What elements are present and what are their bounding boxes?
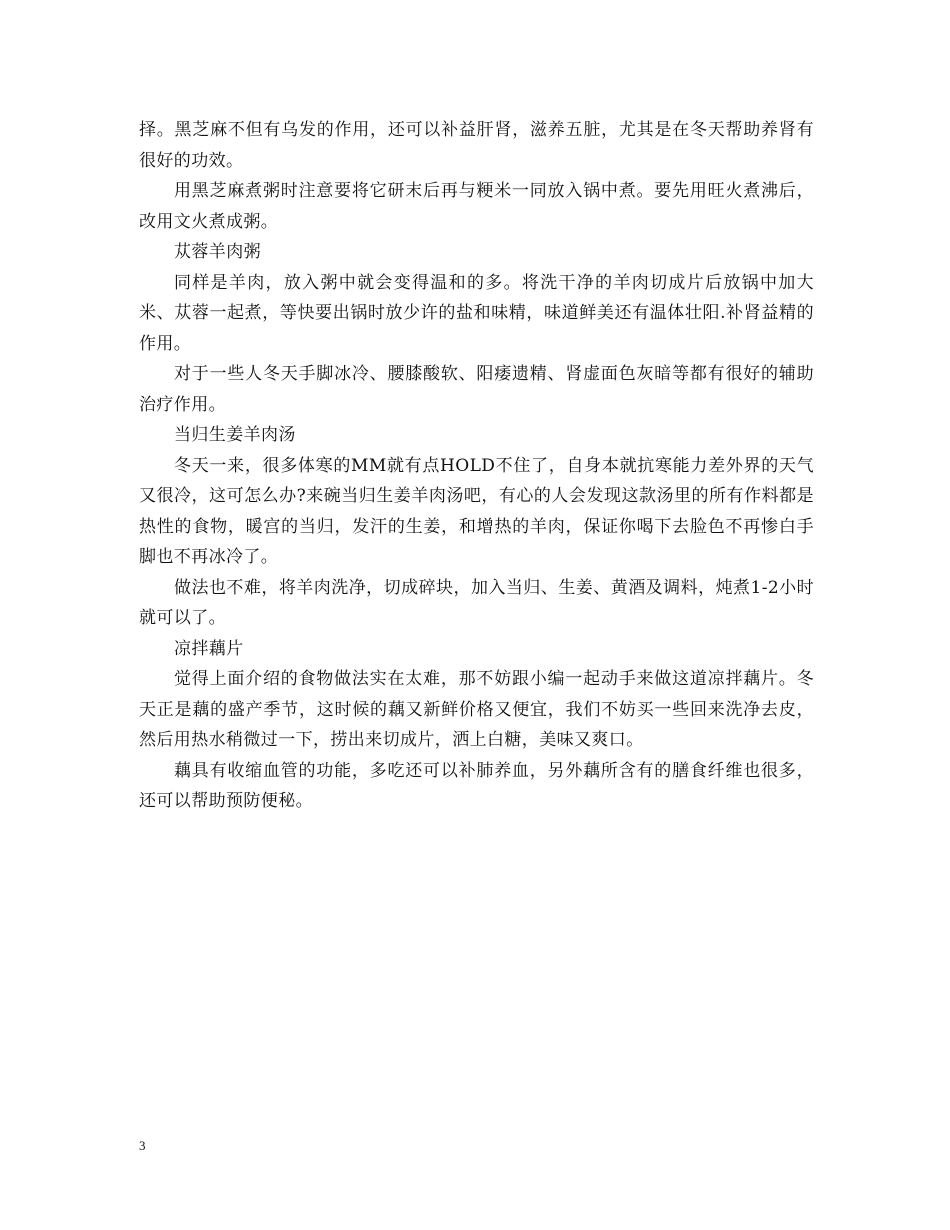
- paragraph-continuation: 择。黑芝麻不但有乌发的作用，还可以补益肝肾，滋养五脏，尤其是在冬天帮助养肾有很好的功效。: [139, 120, 814, 171]
- page-number: 3: [139, 1138, 146, 1153]
- paragraph-mutton-soup-intro: 冬天一来，很多体寒的MM就有点HOLD不住了，自身本就抗寒能力差外界的天气又很冷，这可怎么办?来碗当归生姜羊肉汤吧，有心的人会发现这款汤里的所有作料都是热性的食物，暖宫的当归，发汗的生姜，和增热的羊肉，保证你喝下去脸色不再惨白手脚也不再冰冷了。: [139, 455, 814, 567]
- paragraph-cistanche-porridge-recipe: 同样是羊肉，放入粥中就会变得温和的多。将洗干净的羊肉切成片后放锅中加大米、苁蓉一起煮，等快要出锅时放少许的盐和味精，味道鲜美还有温体壮阳.补肾益精的作用。: [139, 272, 814, 354]
- paragraph-lotus-root-recipe: 觉得上面介绍的食物做法实在太难，那不妨跟小编一起动手来做这道凉拌藕片。冬天正是藕的盛产季节，这时候的藕又新鲜价格又便宜，我们不妨买一些回来洗净去皮，然后用热水稍微过一下，捞出来切成片，洒上白糖，美味又爽口。: [139, 669, 814, 750]
- paragraph-mutton-soup-method: 做法也不难，将羊肉洗净，切成碎块，加入当归、生姜、黄酒及调料，炖煮1-2小时就可以了。: [139, 577, 814, 628]
- paragraph-cistanche-porridge-benefits: 对于一些人冬天手脚冰冷、腰膝酸软、阳痿遗精、肾虚面色灰暗等都有很好的辅助治疗作用。: [139, 364, 814, 415]
- section-heading-cold-lotus-root: 凉拌藕片: [174, 638, 244, 659]
- document-body: [139, 115, 814, 817]
- section-heading-angelica-ginger-mutton-soup: 当归生姜羊肉汤: [174, 425, 296, 445]
- section-heading-cistanche-mutton-porridge: 苁蓉羊肉粥: [174, 242, 261, 262]
- paragraph-lotus-root-benefits: 藕具有收缩血管的功能，多吃还可以补肺养血，另外藕所含有的膳食纤维也很多，还可以帮助预防便秘。: [139, 760, 814, 811]
- paragraph-sesame-porridge-method: 用黑芝麻煮粥时注意要将它研末后再与粳米一同放入锅中煮。要先用旺火煮沸后，改用文火煮成粥。: [139, 181, 814, 232]
